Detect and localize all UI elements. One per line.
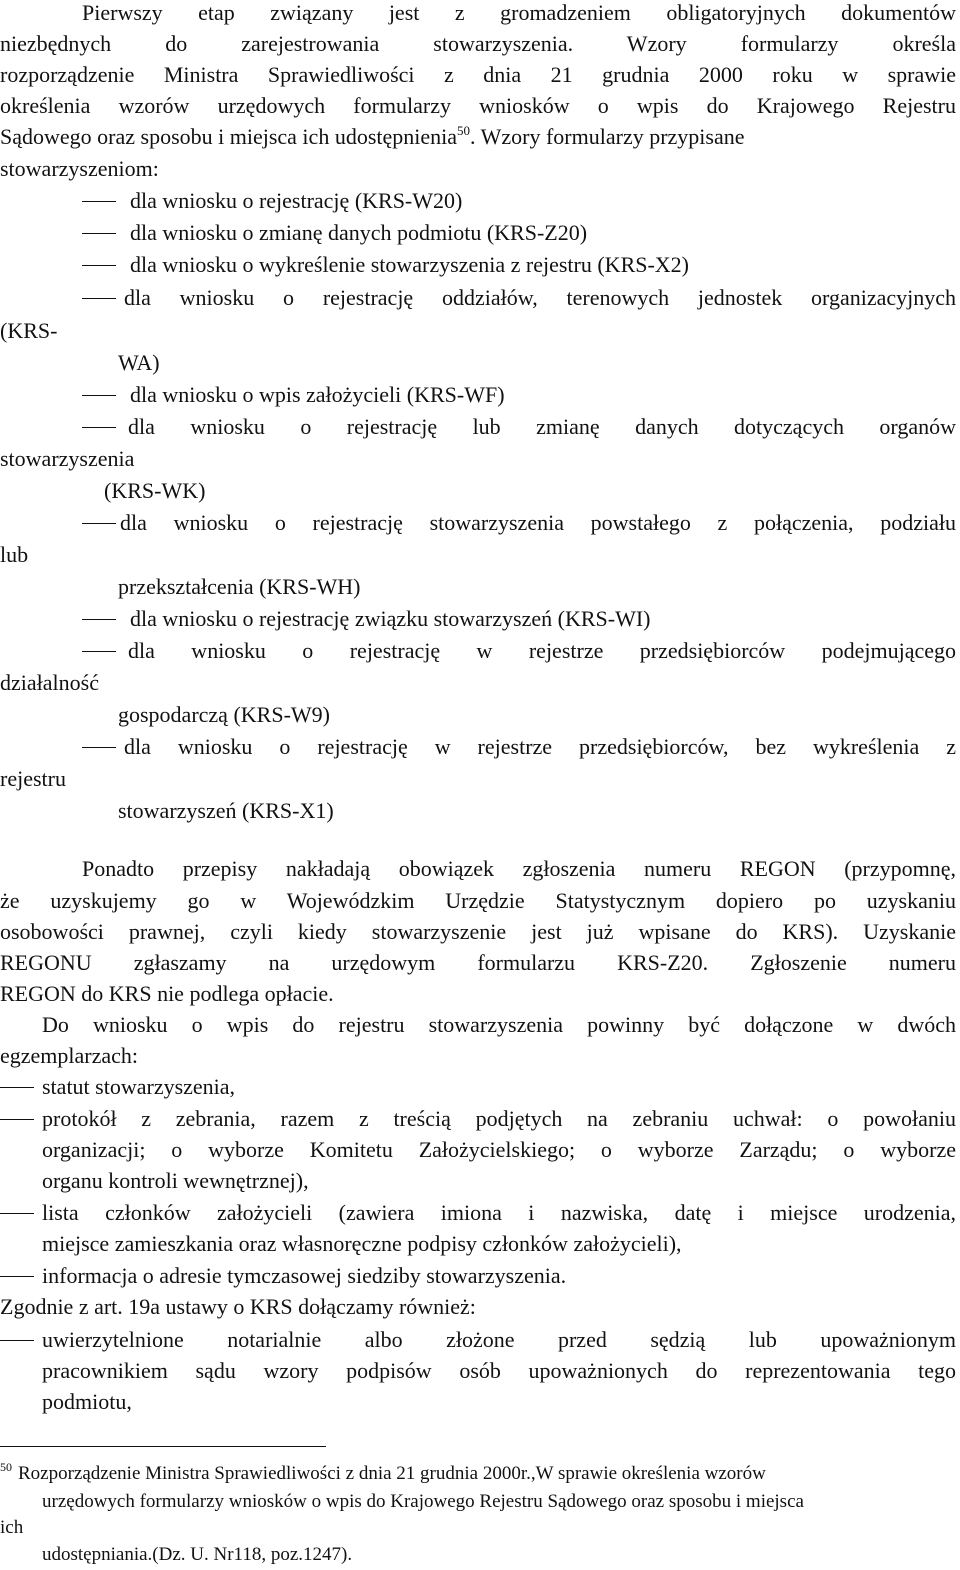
list-item bbox=[0, 1198, 956, 1228]
list-item-continuation: działalność bbox=[0, 670, 99, 695]
dash-bullet bbox=[82, 298, 116, 299]
list-item-text: dla wniosku o wykreślenie stowarzyszenia z rejestru (KRS-X2) bbox=[130, 252, 690, 277]
dash-bullet bbox=[82, 523, 116, 524]
footnote-separator bbox=[0, 1446, 326, 1447]
paragraph-line: niezbędnych do zarejestrowania stowarzyszenia. Wzory formularzy określa bbox=[0, 31, 956, 56]
dash-bullet bbox=[82, 395, 116, 396]
list-item bbox=[82, 508, 956, 538]
list-item-text: dla wniosku o rejestrację oddziałów, terenowych jednostek organizacyjnych bbox=[124, 285, 956, 310]
footnote-line: udostępniania.(Dz. U. Nr118, poz.1247). bbox=[42, 1544, 353, 1565]
dash-bullet bbox=[0, 1119, 34, 1120]
list-item bbox=[82, 604, 650, 634]
paragraph-line: Do wniosku o wpis do rejestru stowarzyszenia powinny być dołączone w dwóch bbox=[42, 1012, 956, 1037]
paragraph-line: rozporządzenie Ministra Sprawiedliwości z dnia 21 grudnia 2000 roku w sprawie bbox=[0, 62, 956, 87]
footnote-line: ich bbox=[0, 1517, 24, 1538]
list-item-text: dla wniosku o rejestrację lub zmianę danych dotyczących organów bbox=[128, 414, 956, 439]
list-item-text: informacja o adresie tymczasowej siedziby stowarzyszenia. bbox=[42, 1263, 567, 1288]
list-item bbox=[82, 636, 956, 666]
list-item bbox=[82, 250, 689, 280]
footnote-number: 50 bbox=[0, 1460, 12, 1474]
list-item-continuation: gospodarczą (KRS-W9) bbox=[118, 702, 330, 727]
paragraph-line: Zgodnie z art. 19a ustawy o KRS dołączamy również: bbox=[0, 1294, 476, 1319]
dash-bullet bbox=[82, 265, 116, 266]
paragraph-line: stowarzyszeniom: bbox=[0, 156, 159, 181]
footnote-text: Rozporządzenie Ministra Sprawiedliwości z dnia 21 grudnia 2000r.,W sprawie określenia wzorów bbox=[18, 1463, 766, 1484]
dash-bullet bbox=[82, 619, 116, 620]
list-item-text: dla wniosku o rejestrację (KRS-W20) bbox=[130, 188, 463, 213]
dash-bullet bbox=[0, 1340, 34, 1341]
list-item-text: dla wniosku o rejestrację związku stowarzyszeń (KRS-WI) bbox=[130, 606, 651, 631]
list-item-continuation: przekształcenia (KRS-WH) bbox=[118, 574, 361, 599]
paragraph-text: Sądowego oraz sposobu i miejsca ich udostępnienia bbox=[0, 124, 458, 149]
list-item-continuation: (KRS-WK) bbox=[104, 478, 206, 503]
list-item-text: dla wniosku o wpis założycieli (KRS-WF) bbox=[130, 382, 505, 407]
footnote-reference: 50 bbox=[457, 123, 471, 138]
list-item bbox=[82, 186, 462, 216]
paragraph-line: egzemplarzach: bbox=[0, 1043, 139, 1068]
list-item-text: dla wniosku o rejestrację w rejestrze przedsiębiorców podejmującego bbox=[128, 638, 956, 663]
list-item-text: protokół z zebrania, razem z treścią podjętych na zebraniu uchwał: o powołaniu bbox=[42, 1106, 956, 1131]
paragraph-line: Pierwszy etap związany jest z gromadzeniem obligatoryjnych dokumentów bbox=[82, 0, 956, 25]
list-item-text: dla wniosku o rejestrację w rejestrze przedsiębiorców, bez wykreślenia z bbox=[124, 734, 956, 759]
paragraph-line: REGON do KRS nie podlega opłacie. bbox=[0, 981, 334, 1006]
paragraph-line: określenia wzorów urzędowych formularzy wniosków o wpis do Krajowego Rejestru bbox=[0, 93, 956, 118]
paragraph-line: Ponadto przepisy nakładają obowiązek zgłoszenia numeru REGON (przypomnę, bbox=[82, 856, 956, 881]
paragraph-line: REGONU zgłaszamy na urzędowym formularzu KRS-Z20. Zgłoszenie numeru bbox=[0, 950, 956, 975]
list-item bbox=[82, 732, 956, 762]
list-item-continuation: organizacji; o wyborze Komitetu Założycielskiego; o wyborze Zarządu; o wyborze bbox=[42, 1137, 956, 1162]
dash-bullet bbox=[0, 1213, 34, 1214]
list-item bbox=[82, 412, 956, 442]
paragraph-text: . Wzory formularzy przypisane bbox=[470, 124, 745, 149]
paragraph-line: osobowości prawnej, czyli kiedy stowarzyszenie jest już wpisane do KRS). Uzyskanie bbox=[0, 919, 956, 944]
dash-bullet bbox=[82, 747, 116, 748]
list-item-text: dla wniosku o zmianę danych podmiotu (KRS-Z20) bbox=[130, 220, 588, 245]
list-item bbox=[82, 283, 956, 313]
list-item-continuation: WA) bbox=[118, 350, 160, 375]
dash-bullet bbox=[0, 1276, 34, 1277]
footnote-line: urzędowych formularzy wniosków o wpis do Krajowego Rejestru Sądowego oraz sposobu i miejsca bbox=[42, 1491, 804, 1512]
dash-bullet bbox=[0, 1087, 34, 1088]
list-item-continuation: (KRS- bbox=[0, 318, 58, 343]
list-item-continuation: organu kontroli wewnętrznej), bbox=[42, 1168, 309, 1193]
list-item bbox=[82, 218, 587, 248]
list-item bbox=[82, 380, 505, 410]
list-item-text: statut stowarzyszenia, bbox=[42, 1074, 236, 1099]
dash-bullet bbox=[82, 651, 116, 652]
list-item-continuation: pracownikiem sądu wzory podpisów osób upoważnionych do reprezentowania tego bbox=[42, 1358, 956, 1383]
list-item-text: uwierzytelnione notarialnie albo złożone przed sędzią lub upoważnionym bbox=[42, 1327, 956, 1352]
dash-bullet bbox=[82, 201, 116, 202]
list-item-text: dla wniosku o rejestrację stowarzyszenia powstałego z połączenia, podziału bbox=[120, 510, 956, 535]
dash-bullet bbox=[82, 427, 116, 428]
list-item-text: lista członków założycieli (zawiera imiona i nazwiska, datę i miejsce urodzenia, bbox=[42, 1200, 956, 1225]
list-item-continuation: stowarzyszenia bbox=[0, 446, 135, 471]
footnote-line bbox=[0, 1459, 956, 1489]
list-item-continuation: miejsce zamieszkania oraz własnoręczne podpisy członków założycieli), bbox=[42, 1231, 682, 1256]
dash-bullet bbox=[82, 233, 116, 234]
list-item bbox=[0, 1325, 956, 1355]
list-item bbox=[0, 1104, 956, 1134]
paragraph-line-with-footnote bbox=[0, 122, 956, 152]
paragraph-line: że uzyskujemy go w Wojewódzkim Urzędzie Statystycznym dopiero po uzyskaniu bbox=[0, 888, 956, 913]
list-item-continuation: lub bbox=[0, 542, 29, 567]
list-item-continuation: podmiotu, bbox=[42, 1389, 132, 1414]
list-item-continuation: stowarzyszeń (KRS-X1) bbox=[118, 798, 334, 823]
list-item-continuation: rejestru bbox=[0, 766, 66, 791]
